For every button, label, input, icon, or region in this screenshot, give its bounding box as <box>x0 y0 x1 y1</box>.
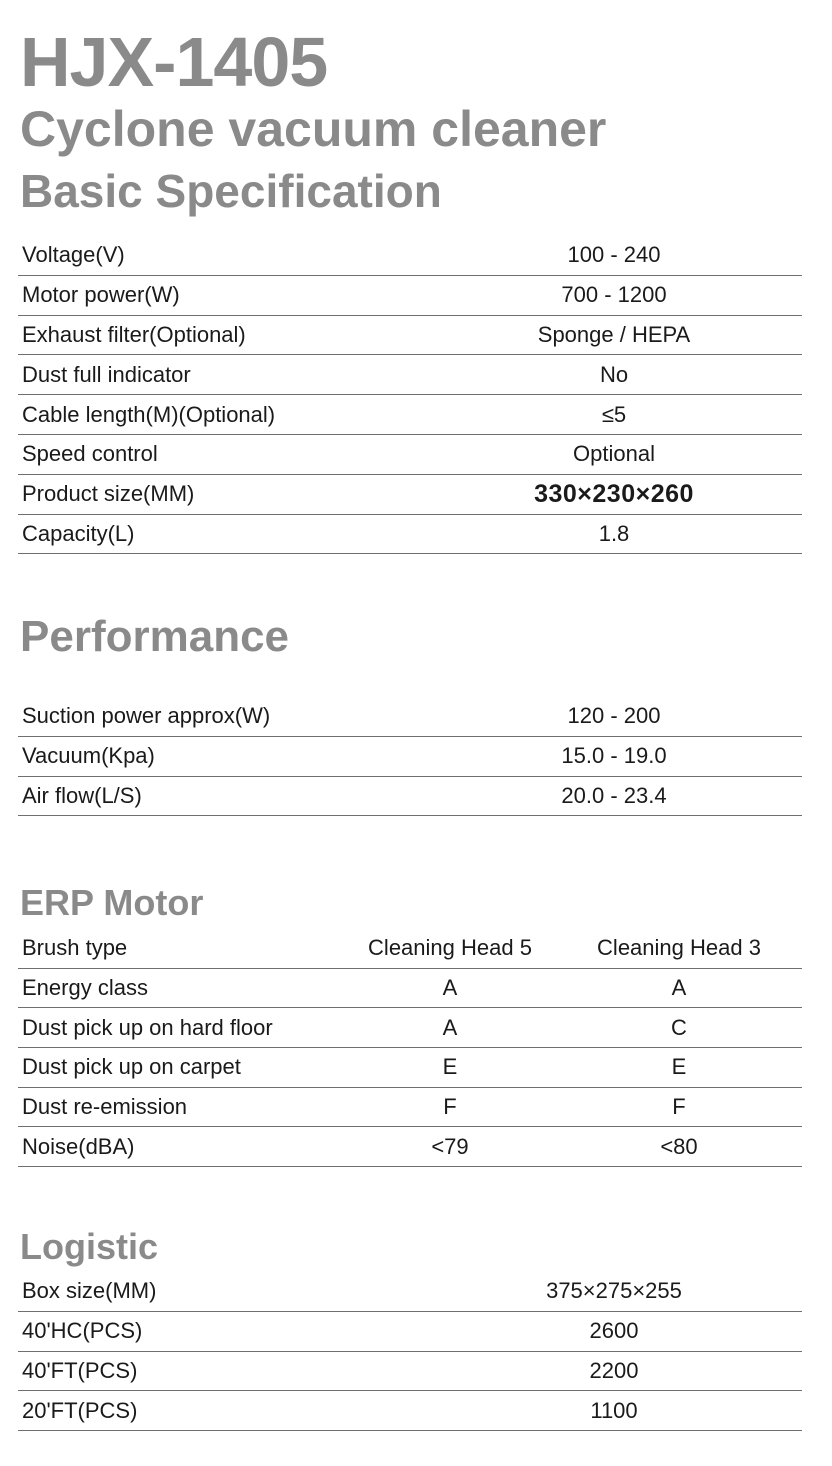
spec-row <box>18 777 802 817</box>
spec-row <box>18 316 802 356</box>
spec-value: A <box>671 975 687 1001</box>
spec-row <box>18 1088 802 1128</box>
spec-label: Dust pick up on hard floor <box>22 1014 273 1040</box>
spec-row <box>18 515 802 555</box>
spec-label: Voltage(V) <box>22 242 125 268</box>
spec-label: Energy class <box>22 975 148 1001</box>
spec-label: Capacity(L) <box>22 520 135 546</box>
spec-row <box>18 276 802 316</box>
spec-value: ≤5 <box>601 401 627 427</box>
spec-value: <79 <box>431 1133 469 1159</box>
erp-motor-heading: ERP Motor <box>20 882 204 923</box>
spec-value: F <box>443 1094 457 1120</box>
model-title: HJX-1405 <box>20 23 328 101</box>
spec-label: Dust pick up on carpet <box>22 1054 241 1080</box>
spec-value: A <box>442 1014 458 1040</box>
spec-row <box>18 435 802 475</box>
spec-value: 100 - 240 <box>567 242 661 268</box>
spec-value: 1.8 <box>598 520 630 546</box>
spec-row <box>18 1008 802 1048</box>
logistic-table <box>18 1272 802 1431</box>
performance-table <box>18 697 802 816</box>
spec-row <box>18 1391 802 1431</box>
spec-row <box>18 1048 802 1088</box>
spec-value: 1100 <box>590 1397 638 1423</box>
spec-value: E <box>671 1054 687 1080</box>
spec-value: A <box>442 975 458 1001</box>
spec-value: <80 <box>660 1133 698 1159</box>
spec-row <box>18 236 802 276</box>
spec-value: Optional <box>573 441 655 467</box>
logistic-heading: Logistic <box>20 1226 159 1267</box>
column-header: Cleaning Head 3 <box>597 935 761 961</box>
spec-row <box>18 1127 802 1167</box>
spec-value: 330×230×260 <box>534 479 694 508</box>
spec-value: 20.0 - 23.4 <box>561 782 667 808</box>
spec-row <box>18 969 802 1009</box>
spec-row <box>18 697 802 737</box>
spec-label: Noise(dBA) <box>22 1133 135 1159</box>
product-name: Cyclone vacuum cleaner <box>20 101 607 157</box>
spec-label: Dust re-emission <box>22 1094 188 1120</box>
basic-spec-heading: Basic Specification <box>20 165 442 217</box>
spec-label: 40'HC(PCS) <box>22 1318 143 1344</box>
spec-value: 2200 <box>589 1357 639 1383</box>
spec-label: Suction power approx(W) <box>22 703 271 729</box>
spec-value: No <box>599 361 629 387</box>
spec-label: Brush type <box>22 935 128 961</box>
spec-row <box>18 395 802 435</box>
spec-row <box>18 1312 802 1352</box>
basic-spec-table <box>18 236 802 554</box>
performance-heading: Performance <box>20 612 290 661</box>
erp-motor-table <box>18 929 802 1167</box>
spec-label: Vacuum(Kpa) <box>22 743 155 769</box>
spec-value: Sponge / HEPA <box>537 321 691 347</box>
spec-label: Product size(MM) <box>22 481 195 507</box>
spec-label: Air flow(L/S) <box>22 782 142 808</box>
spec-label: Dust full indicator <box>22 361 191 387</box>
spec-row <box>18 737 802 777</box>
spec-label: Box size(MM) <box>22 1278 157 1304</box>
spec-row <box>18 355 802 395</box>
spec-value: 2600 <box>589 1318 639 1344</box>
spec-row <box>18 1272 802 1312</box>
spec-label: 40'FT(PCS) <box>22 1357 138 1383</box>
spec-label: Cable length(M)(Optional) <box>22 401 276 427</box>
spec-value: 120 - 200 <box>567 703 661 729</box>
spec-label: 20'FT(PCS) <box>22 1397 138 1423</box>
spec-value: 700 - 1200 <box>561 282 667 308</box>
spec-label: Speed control <box>22 441 158 467</box>
spec-value: 375×275×255 <box>546 1278 682 1304</box>
erp-header-row <box>18 929 802 969</box>
spec-value: E <box>442 1054 458 1080</box>
spec-row <box>18 1352 802 1392</box>
column-header: Cleaning Head 5 <box>368 935 532 961</box>
spec-value: F <box>672 1094 686 1120</box>
spec-value: C <box>671 1014 687 1040</box>
spec-value: 15.0 - 19.0 <box>561 743 667 769</box>
spec-label: Exhaust filter(Optional) <box>22 321 246 347</box>
spec-row <box>18 475 802 515</box>
spec-label: Motor power(W) <box>22 282 180 308</box>
